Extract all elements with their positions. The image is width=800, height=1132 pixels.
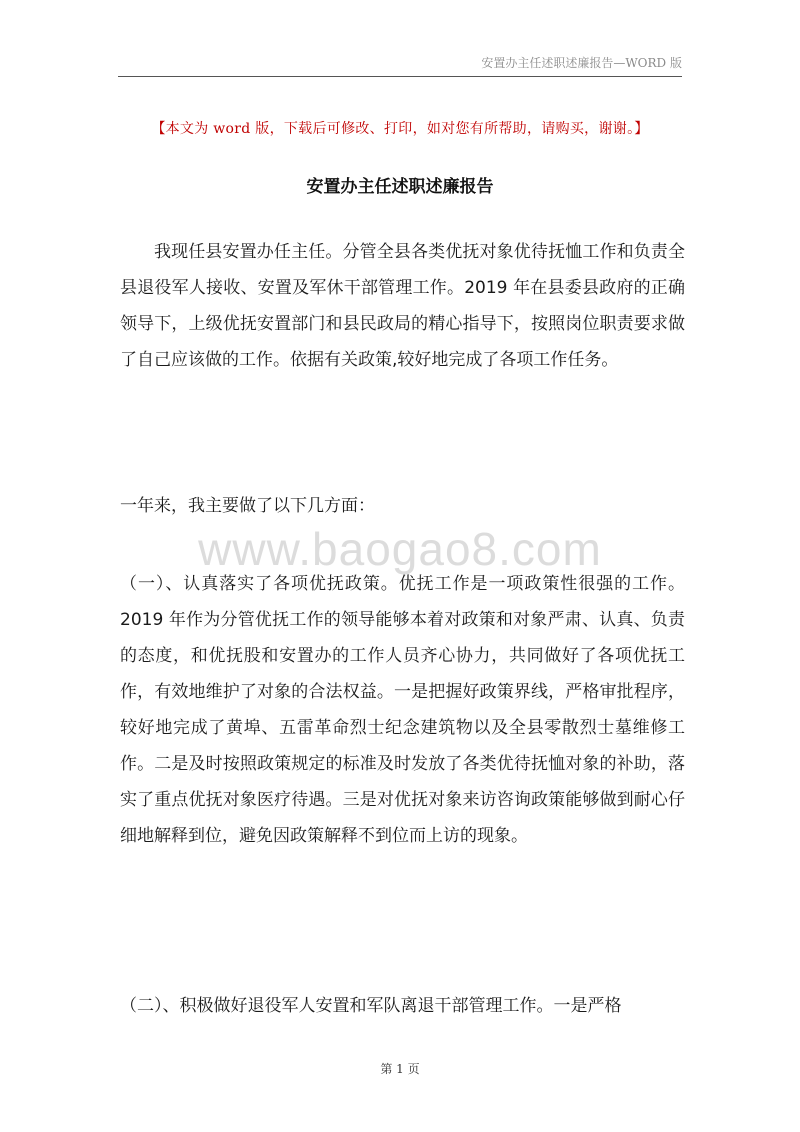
watermark: www.baogao8.com (198, 523, 602, 575)
page-number: 第 1 页 (380, 1062, 420, 1076)
paragraph-section-one: （一）、认真落实了各项优抚政策。优抚工作是一项政策性很强的工作。2019 年作为分管优抚工作的领导能够本着对政策和对象严肃、认真、负责的态度，和优抚股和安置办的工作人员齐心协力，共同做好了各项优抚工作，有效地维护了对象的合法权益。一是把握好政策界线，严格审批程序，较好地完成了黄埠、五雷革命烈士纪念建筑物以及全县零散烈士墓维修工作。二是及时按照政策规定的标准及时发放了各类优待抚恤对象的补助，落实了重点优抚对象医疗待遇。三是对优抚对象来访咨询政策能够做到耐心仔细地解释到位，避免因政策解释不到位而上访的现象。 (120, 574, 685, 846)
paragraph-summary-lead: 一年来，我主要做了以下几方面： (120, 496, 375, 516)
running-header: 安置办主任述职述廉报告—WORD 版 (481, 56, 682, 70)
purchase-notice: 【本文为 word 版，下载后可修改、打印，如对您有所帮助，请购买，谢谢。】 (151, 121, 649, 137)
paragraph-section-two: （二）、积极做好退役军人安置和军队离退干部管理工作。一是严格 (120, 996, 622, 1016)
document-title: 安置办主任述职述廉报告 (306, 177, 494, 197)
paragraph-intro: 我现任县安置办任主任。分管全县各类优抚对象优待抚恤工作和负责全县退役军人接收、安置及军休干部管理工作。2019 年在县委县政府的正确领导下，上级优抚安置部门和县民政局的精心指导下，按照岗位职责要求做了自己应该做的工作。依据有关政策,较好地完成了各项工作任务。 (120, 242, 685, 370)
header-rule (118, 76, 682, 77)
